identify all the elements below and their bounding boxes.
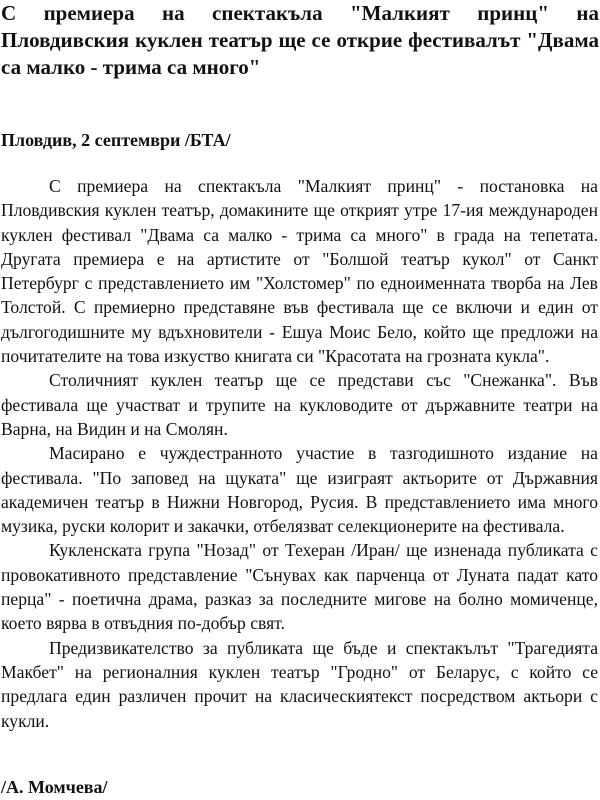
paragraph: Кукленската група "Нозад" от Техеран /Иран/ ще изненада публиката с провокативното представление "Сънувах как парченца от Луната падат като перца" - поетична драма, разказ за последните мигове на болно момиченце, което вярва в отвъдния по-добър свят.: [1, 540, 598, 634]
paragraph: Предизвикателство за публиката ще бъде и спектакълът "Трагедията Макбет" на регионалния куклен театър "Гродно" от Беларус, с който се предлага един различен прочит на класическиятекст посредством актьори с кукли.: [1, 637, 598, 731]
paragraph: С премиера на спектакъла "Малкият принц" - постановка на Пловдивския куклен театър, домакините ще открият утре 17-ия международен куклен фестивал "Двама са малко - трима са много" в града на тепетата. Другата премиера е на артистите от "Болшой театър кукол" от Санкт Петербург с представлението им "Холстомер" по едноименната творба на Лев Толстой. С премиерно представяне във фестивала ще се включи и един от дългогодишните му вдъхновители - Ешуа Моис Бело, който ще предложи на почитателите на това изкуство книгата си "Красотата на грозната кукла".: [1, 176, 598, 367]
paragraph: Столичният куклен театър ще се представи със "Снежанка". Във фестивала ще участват и трупите на кукловодите от държавните театри на Варна, на Видин и на Смолян.: [1, 370, 598, 439]
paragraph: Масирано е чуждестранното участие в тазгодишното издание на фестивала. "По заповед на щуката" ще изиграят актьорите от Държавния академичен театър в Нижни Новгород, Русия. В представлението има много музика, руски колорит и закачки, отбелязват селекционерите на фестивала.: [1, 443, 598, 537]
article-body: [1, 174, 598, 733]
author-signature: /А. Момчева/: [1, 777, 108, 797]
article-dateline: Пловдив, 2 септември /БТА/: [1, 130, 231, 150]
article-title: С премиера на спектакъла "Малкият принц" на Пловдивския куклен театър ще се открие фестивалът "Двама са малко - трима са много": [1, 1, 599, 79]
